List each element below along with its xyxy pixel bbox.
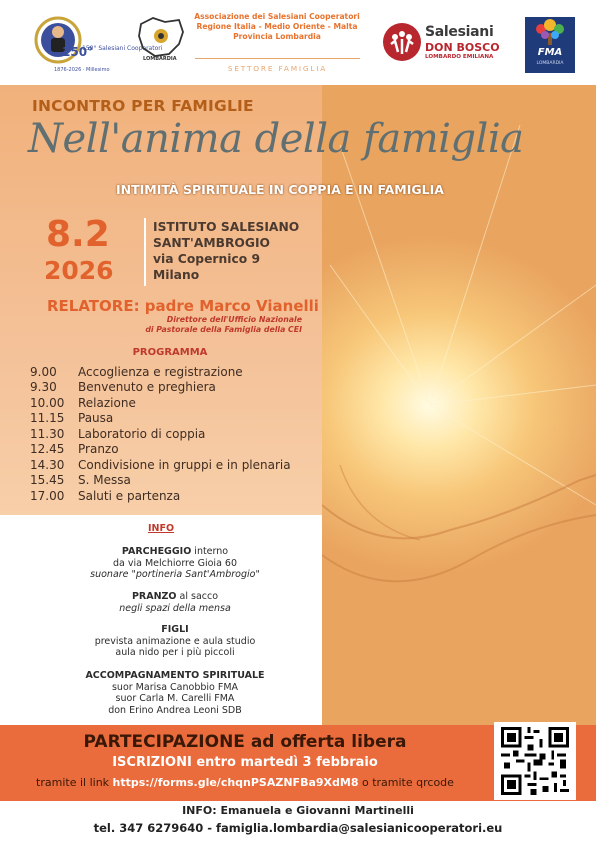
info-spiritual-name: don Erino Andrea Leoni SDB (108, 704, 242, 716)
program-time: 9.00 (30, 364, 57, 379)
program-row (30, 395, 320, 411)
program-time: 11.15 (30, 411, 65, 426)
program-time: 11.30 (30, 426, 65, 441)
contact-details: tel. 347 6279640 - famiglia.lombardia@salesianicooperatori.eu (93, 821, 503, 835)
registration-link-line (0, 776, 490, 789)
program-row (30, 457, 320, 473)
contact-names: INFO: Emanuela e Giovanni Martinelli (182, 804, 414, 817)
info-spiritual-name: suor Carla M. Carelli FMA (115, 693, 235, 704)
qr-code-icon[interactable] (494, 722, 576, 800)
divider (195, 58, 360, 59)
venue-address (153, 219, 299, 283)
info-parking-note: suonare "portineria Sant'Ambrogio" (90, 569, 260, 580)
link-suffix: o tramite qrcode (358, 776, 454, 789)
program-row (30, 442, 320, 458)
program-time: 17.00 (30, 488, 65, 503)
association-name (193, 12, 361, 42)
sdb-name: Salesiani (425, 24, 494, 40)
program-time: 9.30 (30, 380, 57, 395)
venue-line: via Copernico 9 (153, 252, 261, 266)
fma-label: FMA (537, 47, 563, 58)
settore-label: SETTORE FAMIGLIA (227, 64, 328, 73)
event-headline: INCONTRO PER FAMIGLIE (32, 97, 254, 115)
venue-line: Milano (153, 268, 200, 282)
program-activity: Condivisione in gruppi e in plenaria (78, 457, 291, 472)
assoc-line: Associazione dei Salesiani Cooperatori (194, 12, 360, 21)
event-subtitle: INTIMITÀ SPIRITUALE IN COPPIA E IN FAMIGLIA (116, 182, 444, 197)
link-prefix: tramite il link (36, 776, 113, 789)
program-activity: Pausa (78, 411, 114, 426)
assoc-line: Regione Italia - Medio Oriente - Malta (196, 22, 358, 31)
venue-line: ISTITUTO SALESIANO (153, 220, 300, 234)
info-children (0, 624, 350, 659)
fma-logo (525, 17, 575, 73)
event-title: Nell'anima della famiglia (28, 116, 524, 162)
speaker-role (40, 315, 302, 335)
info-parking-head: PARCHEGGIO (121, 546, 192, 557)
svg-text:1876-2026 · Millesimo: 1876-2026 · Millesimo (54, 67, 110, 73)
program-activity: Relazione (78, 395, 136, 410)
sdb-province: LOMBARDO EMILIANA (425, 54, 494, 60)
program-title: PROGRAMMA (132, 347, 208, 358)
program-activity: Pranzo (78, 442, 119, 457)
program-activity: Saluti e partenza (78, 488, 181, 503)
svg-text:150°: 150° (62, 45, 94, 59)
program-row (30, 364, 320, 380)
info-spiritual-head: ACCOMPAGNAMENTO SPIRITUALE (85, 670, 265, 681)
header (0, 0, 596, 85)
program-time: 15.45 (30, 473, 65, 488)
program-time: 14.30 (30, 457, 65, 472)
program-time: 10.00 (30, 395, 65, 410)
salesiani-don-bosco-icon (382, 22, 422, 62)
info-parking-rest: interno (191, 546, 229, 557)
info-lunch (0, 591, 350, 614)
info-spiritual-name: suor Marisa Canobbio FMA (111, 681, 239, 693)
sdb-subname: DON BOSCO (425, 41, 500, 54)
info-title: INFO (147, 523, 175, 534)
program-row (30, 411, 320, 427)
program-row (30, 473, 320, 489)
info-children-line: prevista animazione e aula studio (94, 635, 256, 647)
registration-link[interactable]: https://forms.gle/chqnPSAZNFBa9XdM8 (112, 776, 359, 789)
participation-note: PARTECIPAZIONE ad offerta libera (83, 732, 407, 752)
date-separator (144, 218, 146, 286)
program-row (30, 488, 320, 504)
venue-line: SANT'AMBROGIO (153, 236, 270, 250)
info-parking (0, 546, 350, 581)
speaker-role-line: di Pastorale della Famiglia della CEI (145, 325, 302, 334)
program-time: 12.45 (30, 442, 65, 457)
speaker: RELATORE: padre Marco Vianelli (47, 297, 319, 315)
fma-sub: LOMBARDIA (536, 61, 564, 66)
info-parking-address: da via Melchiorre Gioia 60 (112, 557, 238, 569)
lombardia-region-logo (135, 14, 187, 62)
program-list (30, 364, 320, 504)
svg-text:LOMBARDIA: LOMBARDIA (143, 56, 177, 62)
program-row (30, 380, 320, 396)
speaker-role-line: Direttore dell'Ufficio Nazionale (166, 315, 302, 324)
info-children-line: aula nido per i più piccoli (115, 647, 235, 658)
info-lunch-rest: al sacco (176, 591, 219, 602)
info-lunch-head: PRANZO (131, 591, 177, 602)
info-spiritual (0, 670, 350, 716)
event-date-day: 8.2 (46, 214, 110, 255)
svg-text:150° Salesiani Cooperatori: 150° Salesiani Cooperatori (82, 45, 163, 52)
program-activity: S. Messa (78, 473, 131, 488)
info-children-head: FIGLI (161, 624, 189, 635)
tree-icon (525, 17, 575, 47)
event-date-year: 2026 (44, 256, 114, 285)
assoc-line: Provincia Lombardia (233, 32, 321, 41)
program-activity: Benvenuto e preghiera (78, 380, 216, 395)
program-activity: Accoglienza e registrazione (78, 364, 243, 379)
program-row (30, 426, 320, 442)
program-activity: Laboratorio di coppia (78, 426, 206, 441)
registration-deadline: ISCRIZIONI entro martedì 3 febbraio (112, 755, 378, 770)
info-lunch-note: negli spazi della mensa (119, 602, 231, 614)
